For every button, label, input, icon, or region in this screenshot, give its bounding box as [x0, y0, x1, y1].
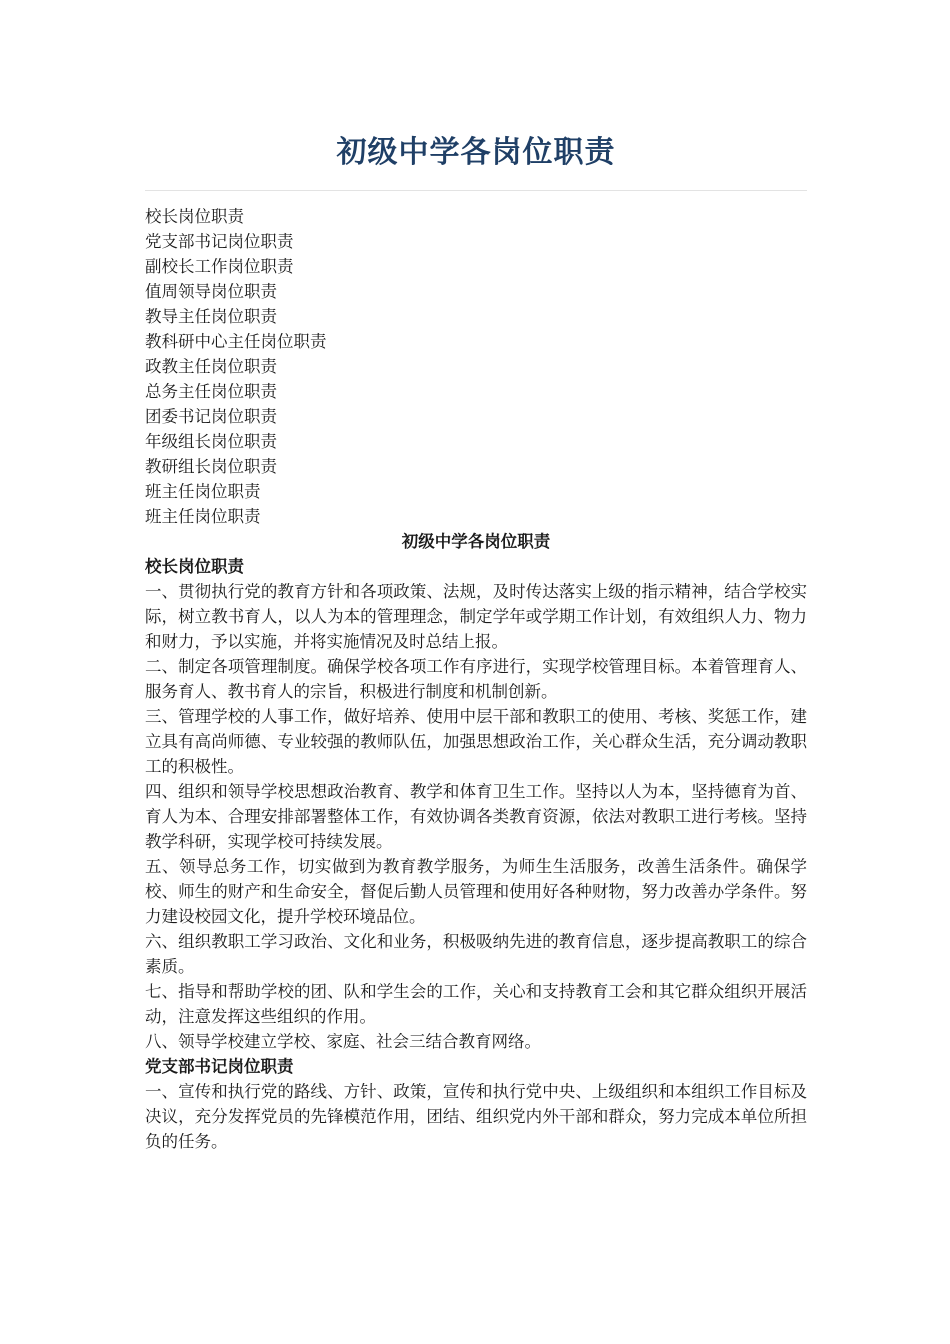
section-heading: 校长岗位职责 — [145, 557, 244, 576]
paragraph: 六、组织教职工学习政治、文化和业务，积极吸纳先进的教育信息，逐步提高教职工的综合素质。 — [145, 932, 807, 976]
paragraph: 二、制定各项管理制度。确保学校各项工作有序进行，实现学校管理目标。本着管理育人、服务育人、教书育人的宗旨，积极进行制度和机制创新。 — [145, 657, 807, 701]
toc-item: 教科研中心主任岗位职责 — [145, 332, 327, 351]
toc-item: 年级组长岗位职责 — [145, 432, 277, 451]
document-subtitle: 初级中学各岗位职责 — [401, 532, 551, 551]
toc-item: 总务主任岗位职责 — [145, 382, 277, 401]
toc-item: 副校长工作岗位职责 — [145, 257, 294, 276]
toc-item: 党支部书记岗位职责 — [145, 232, 294, 251]
table-of-contents — [145, 204, 807, 529]
document-page — [145, 0, 807, 1154]
paragraph: 七、指导和帮助学校的团、队和学生会的工作，关心和支持教育工会和其它群众组织开展活动，注意发挥这些组织的作用。 — [145, 982, 807, 1026]
toc-item: 教研组长岗位职责 — [145, 457, 277, 476]
toc-item: 校长岗位职责 — [145, 207, 244, 226]
paragraph: 五、领导总务工作，切实做到为教育教学服务，为师生生活服务，改善生活条件。确保学校、师生的财产和生命安全，督促后勤人员管理和使用好各种财物，努力改善办学条件。努力建设校园文化，提升学校环境品位。 — [145, 857, 807, 926]
section-heading: 党支部书记岗位职责 — [145, 1057, 294, 1076]
document-title: 初级中学各岗位职责 — [336, 135, 616, 170]
paragraph: 四、组织和领导学校思想政治教育、教学和体育卫生工作。坚持以人为本，坚持德育为首、育人为本、合理安排部署整体工作，有效协调各类教育资源，依法对教职工进行考核。坚持教学科研，实现学校可持续发展。 — [145, 782, 807, 851]
paragraph: 八、领导学校建立学校、家庭、社会三结合教育网络。 — [145, 1032, 541, 1051]
paragraph: 三、管理学校的人事工作，做好培养、使用中层干部和教职工的使用、考核、奖惩工作，建立具有高尚师德、专业较强的教师队伍，加强思想政治工作，关心群众生活，充分调动教职工的积极性。 — [145, 707, 807, 776]
paragraph: 一、贯彻执行党的教育方针和各项政策、法规，及时传达落实上级的指示精神，结合学校实际，树立教书育人，以人为本的管理理念，制定学年或学期工作计划，有效组织人力、物力和财力，予以实施，并将实施情况及时总结上报。 — [145, 582, 807, 651]
toc-item: 政教主任岗位职责 — [145, 357, 277, 376]
toc-item: 班主任岗位职责 — [145, 507, 261, 526]
toc-item: 班主任岗位职责 — [145, 482, 261, 501]
section-party-secretary — [145, 1054, 807, 1154]
section-principal — [145, 554, 807, 1054]
toc-item: 团委书记岗位职责 — [145, 407, 277, 426]
toc-item: 教导主任岗位职责 — [145, 307, 277, 326]
title-divider — [145, 190, 807, 191]
paragraph: 一、宣传和执行党的路线、方针、政策，宣传和执行党中央、上级组织和本组织工作目标及决议，充分发挥党员的先锋模范作用，团结、组织党内外干部和群众，努力完成本单位所担负的任务。 — [145, 1082, 807, 1151]
toc-item: 值周领导岗位职责 — [145, 282, 277, 301]
